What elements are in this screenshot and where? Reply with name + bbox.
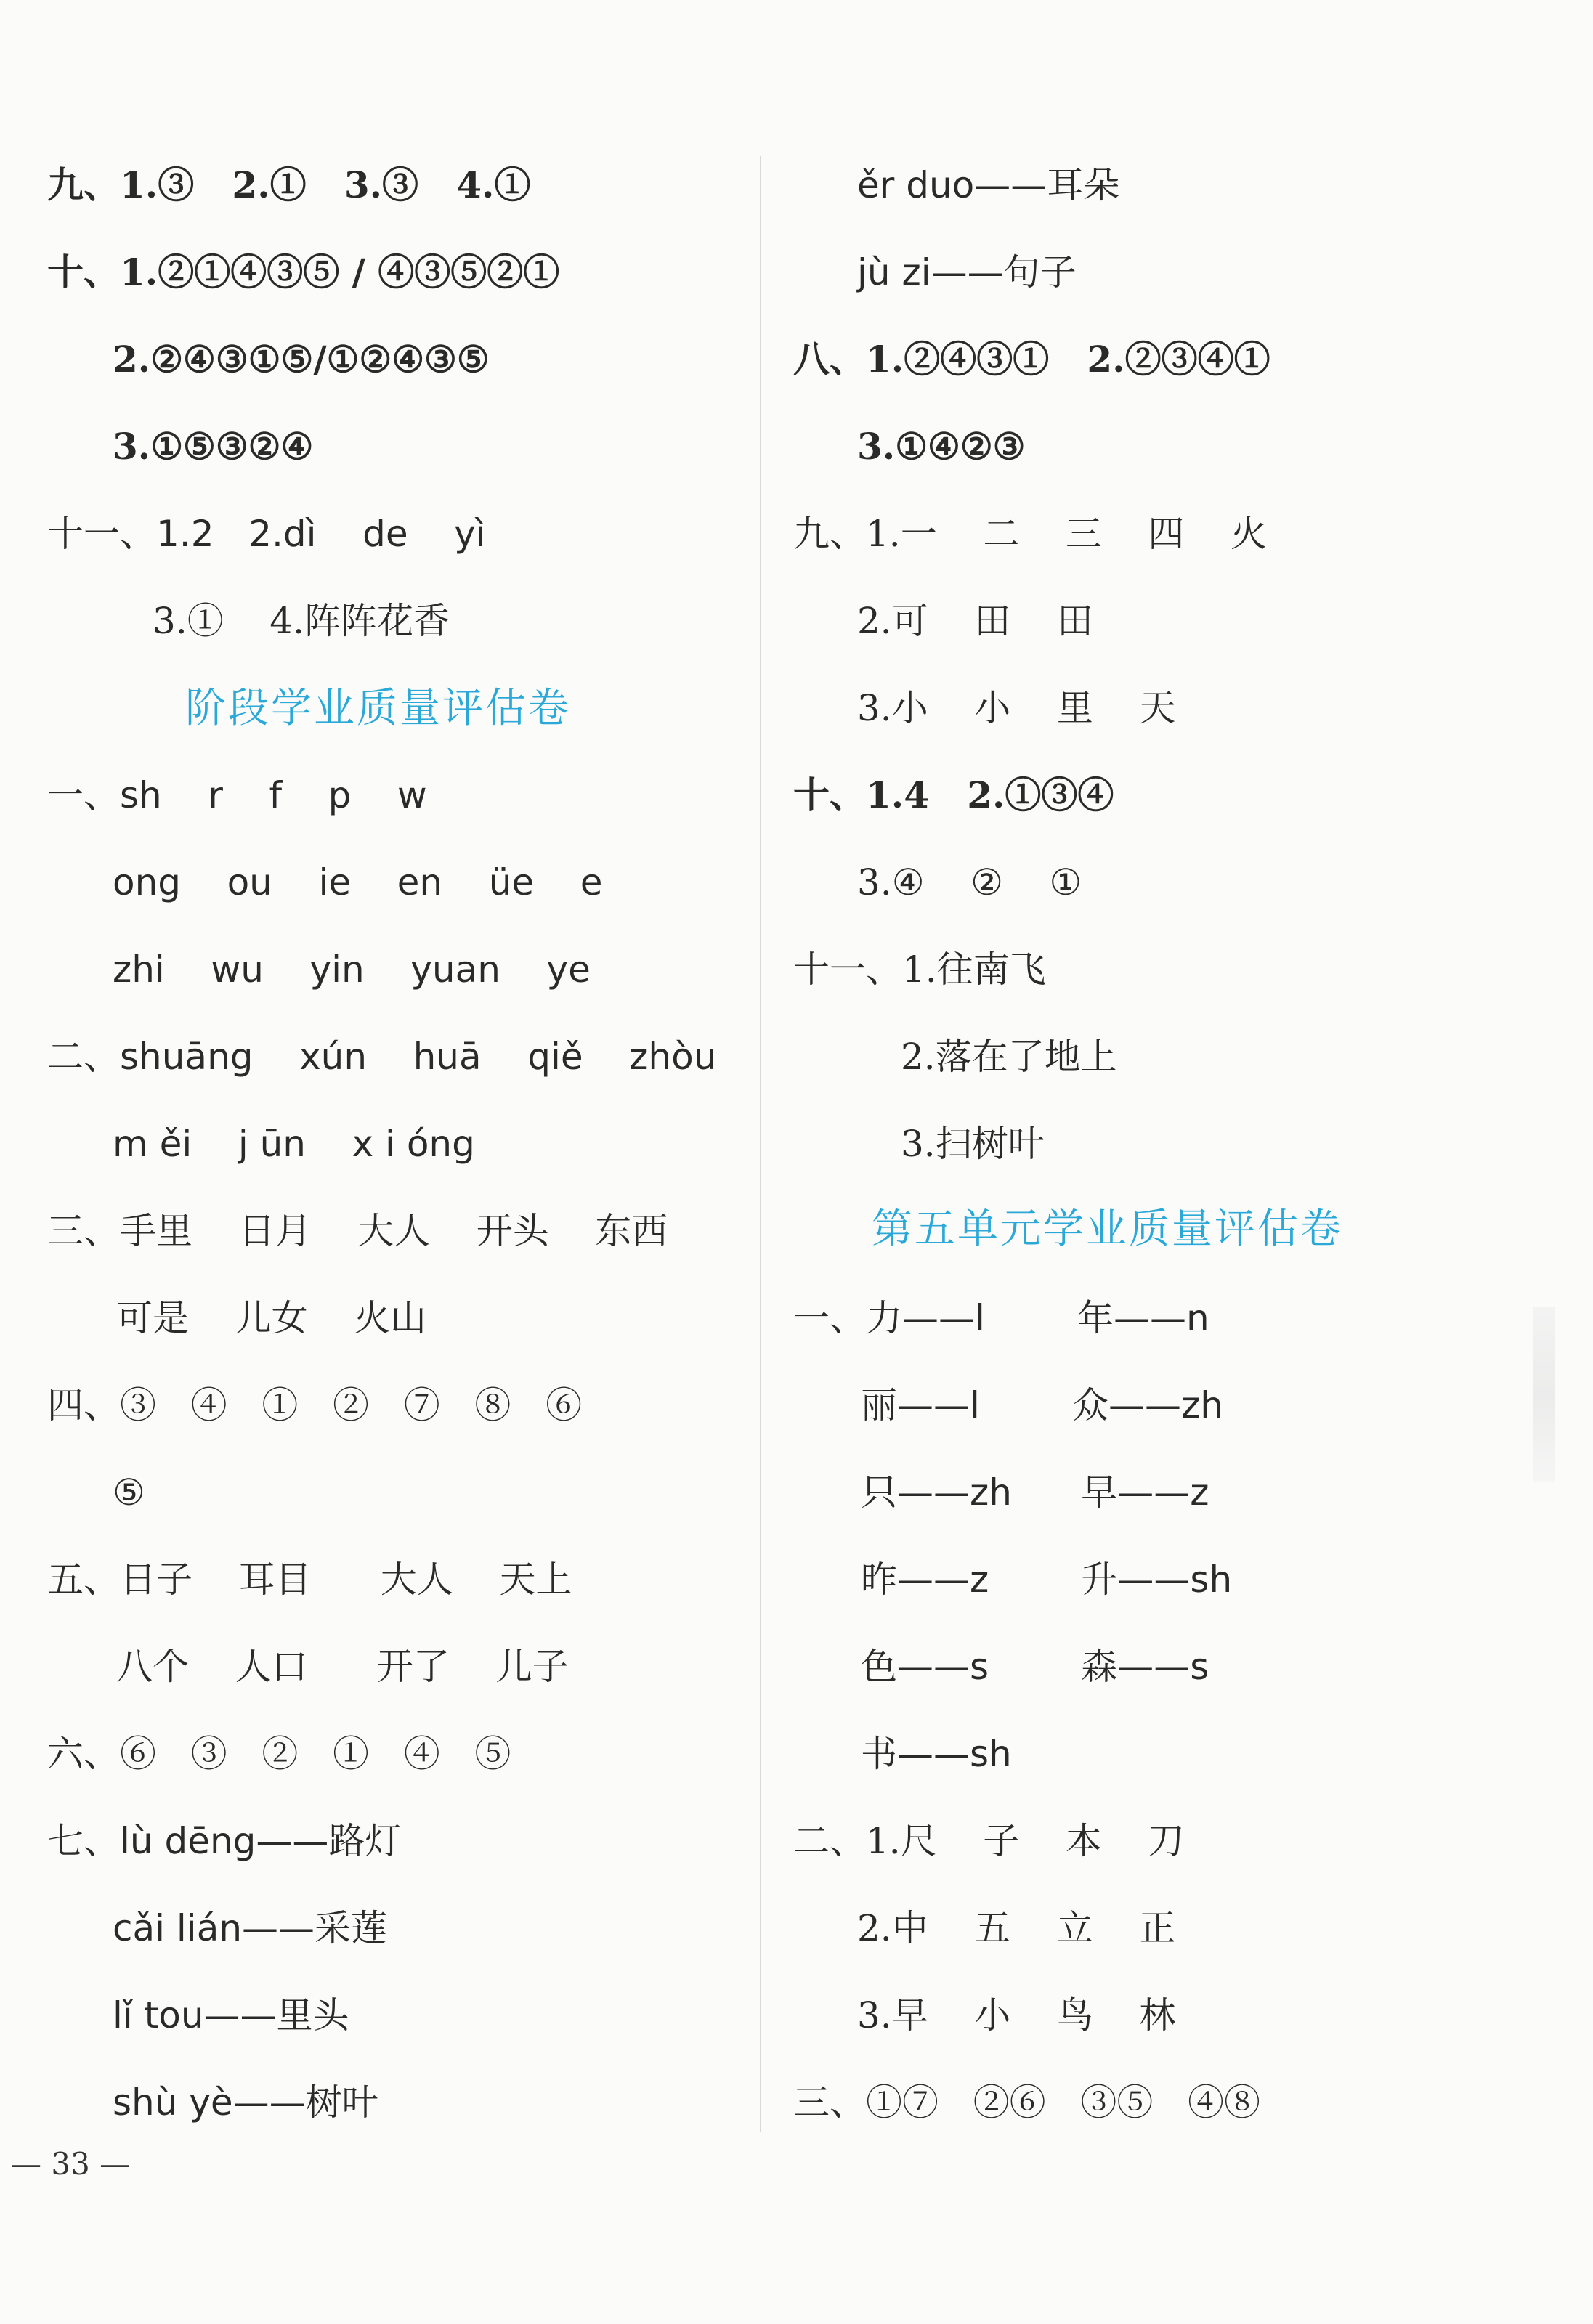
section-heading: 第五单元学业质量评估卷 bbox=[872, 1206, 1343, 1253]
answer-line: m ěi j ūn x i óng bbox=[113, 1123, 475, 1165]
answer-line: cǎi lián——采莲 bbox=[113, 1907, 388, 1949]
answer-line: 五、日子 耳目 大人 天上 bbox=[47, 1559, 572, 1601]
answer-line: 六、⑥ ③ ② ① ④ ⑤ bbox=[47, 1733, 511, 1775]
answer-line: 昨——z 升——sh bbox=[861, 1559, 1233, 1601]
answer-line: 可是 儿女 火山 bbox=[116, 1297, 427, 1339]
answer-line: 一、力——l 年——n bbox=[793, 1297, 1209, 1339]
answer-line: lǐ tou——里头 bbox=[113, 1994, 349, 2036]
answer-line: 十一、1.往南飞 bbox=[793, 948, 1046, 991]
answer-line: 书——sh bbox=[861, 1733, 1012, 1775]
column-divider bbox=[760, 156, 761, 2132]
answer-line: 2.可 田 田 bbox=[857, 600, 1093, 642]
answer-line: 3.① 4.阵阵花香 bbox=[153, 600, 450, 642]
answer-line: jù zi——句子 bbox=[857, 251, 1077, 293]
section-heading: 阶段学业质量评估卷 bbox=[185, 685, 571, 732]
answer-line: 3.早 小 鸟 林 bbox=[857, 1994, 1176, 2036]
answer-line: 一、sh r f p w bbox=[47, 774, 427, 816]
answer-line: 七、lù dēng——路灯 bbox=[47, 1820, 402, 1862]
answer-line: 3.小 小 里 天 bbox=[857, 687, 1176, 729]
page-number: — 33 — bbox=[11, 2146, 131, 2182]
answer-line: 二、shuāng xún huā qiě zhòu bbox=[47, 1036, 717, 1078]
answer-line: ⑤ bbox=[113, 1471, 145, 1514]
answer-line: 3.①④②③ bbox=[857, 425, 1026, 468]
answer-line: zhi wu yin yuan ye bbox=[113, 948, 591, 991]
answer-line: 二、1.尺 子 本 刀 bbox=[793, 1820, 1185, 1862]
answer-line: 八个 人口 开了 儿子 bbox=[116, 1646, 569, 1688]
answer-line: 3.①⑤③②④ bbox=[113, 425, 314, 468]
answer-line: 十、1.②①④③⑤ / ④③⑤②① bbox=[47, 251, 560, 293]
answer-line: 十、1.4 2.①③④ bbox=[793, 773, 1114, 816]
answer-line: ong ou ie en üe e bbox=[113, 861, 603, 903]
answer-line: ěr duo——耳朵 bbox=[857, 164, 1120, 206]
answer-line: 色——s 森——s bbox=[861, 1646, 1209, 1688]
answer-line: 3.扫树叶 bbox=[901, 1123, 1045, 1165]
answer-line: 只——zh 早——z bbox=[861, 1471, 1209, 1514]
answer-line: 3.④ ② ① bbox=[857, 861, 1082, 903]
paper-texture bbox=[1533, 1307, 1555, 1482]
answer-line: 九、1.③ 2.① 3.③ 4.① bbox=[47, 163, 531, 206]
answer-line: 2.②④③①⑤/①②④③⑤ bbox=[113, 338, 490, 381]
answer-line: 十一、1.2 2.dì de yì bbox=[47, 513, 486, 555]
answer-line: 丽——l 众——zh bbox=[861, 1384, 1223, 1426]
answer-line: 九、1.一 二 三 四 火 bbox=[793, 513, 1268, 555]
answer-line: 四、③ ④ ① ② ⑦ ⑧ ⑥ bbox=[47, 1384, 583, 1426]
answer-line: 三、①⑦ ②⑥ ③⑤ ④⑧ bbox=[793, 2081, 1261, 2124]
answer-line: 2.中 五 立 正 bbox=[857, 1907, 1176, 1949]
answer-line: shù yè——树叶 bbox=[113, 2081, 378, 2124]
answer-line: 三、手里 日月 大人 开头 东西 bbox=[47, 1210, 668, 1252]
answer-line: 2.落在了地上 bbox=[901, 1036, 1117, 1078]
answer-line: 八、1.②④③① 2.②③④① bbox=[793, 338, 1270, 381]
